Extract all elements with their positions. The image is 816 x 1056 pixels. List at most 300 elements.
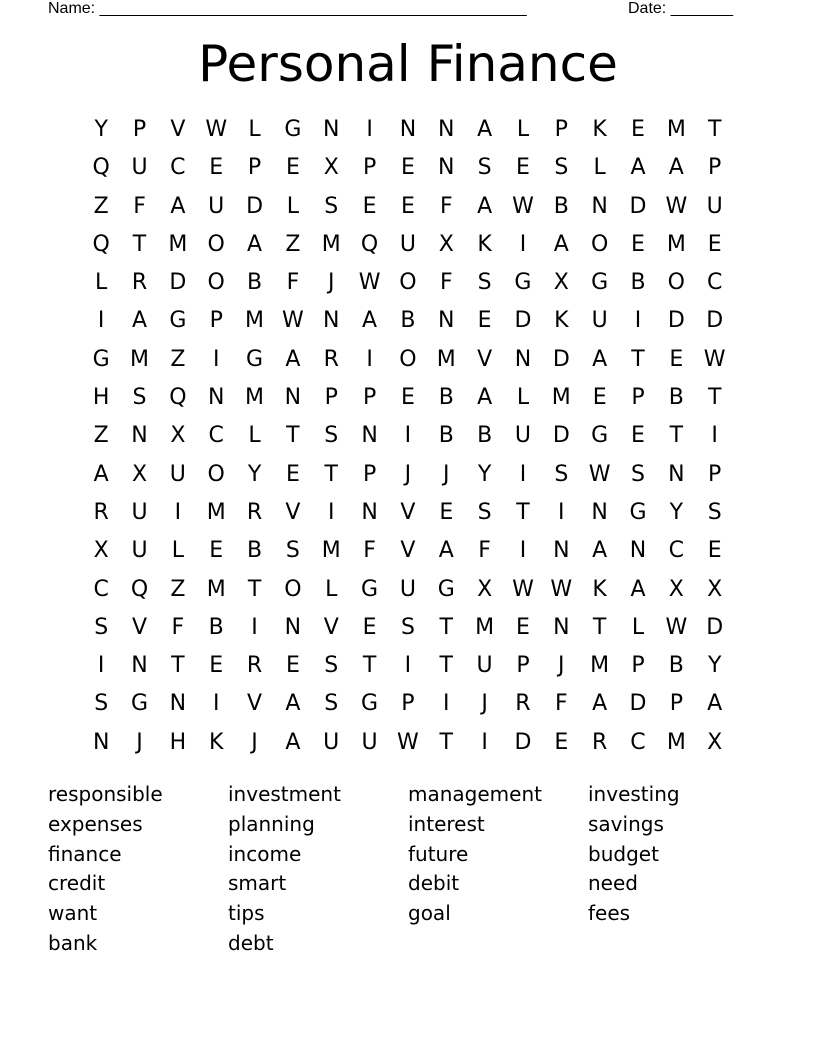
grid-letter: E xyxy=(554,729,569,755)
grid-letter: I xyxy=(212,346,220,372)
grid-letter: J xyxy=(327,270,335,296)
grid-letter: S xyxy=(324,193,339,219)
grid-letter: W xyxy=(665,614,688,640)
grid-letter: I xyxy=(481,729,488,755)
grid-row xyxy=(82,149,734,187)
grid-letter: A xyxy=(285,346,301,372)
grid-letter: F xyxy=(478,538,491,564)
grid-letter: M xyxy=(590,653,610,679)
grid-letter: P xyxy=(209,308,223,334)
grid-letter: R xyxy=(131,270,148,296)
grid-letter: D xyxy=(629,193,647,219)
grid-letter: L xyxy=(95,270,108,296)
grid-letter: R xyxy=(591,729,608,755)
grid-letter: T xyxy=(631,346,645,372)
grid-letter: E xyxy=(439,499,454,525)
grid-letter: V xyxy=(285,499,301,525)
grid-row xyxy=(82,609,734,647)
grid-letter: G xyxy=(130,691,149,717)
grid-letter: R xyxy=(93,499,109,525)
grid-letter: M xyxy=(245,308,265,334)
grid-letter: N xyxy=(399,117,417,142)
grid-letter: C xyxy=(706,270,723,296)
grid-letter: C xyxy=(208,423,224,449)
grid-letter: V xyxy=(131,614,148,640)
grid-letter: Q xyxy=(130,576,149,602)
grid-letter: Z xyxy=(170,576,186,602)
grid-row xyxy=(82,188,734,226)
letter-grid xyxy=(82,111,734,762)
grid-letter: N xyxy=(438,117,455,142)
grid-letter: J xyxy=(136,729,143,755)
grid-letter: A xyxy=(438,538,454,564)
grid-letter: S xyxy=(400,614,415,640)
grid-letter: N xyxy=(131,653,148,679)
grid-letter: K xyxy=(592,117,607,142)
grid-letter: E xyxy=(362,614,377,640)
grid-letter: X xyxy=(668,576,684,602)
grid-letter: N xyxy=(284,614,302,640)
grid-letter: A xyxy=(477,193,493,219)
word-bank-item: planning xyxy=(228,811,315,836)
grid-letter: U xyxy=(706,193,723,219)
word-bank-item: finance xyxy=(48,841,122,866)
grid-letter: V xyxy=(170,117,186,142)
grid-letter: L xyxy=(248,423,261,449)
grid-letter: W xyxy=(703,346,726,372)
grid-letter: E xyxy=(477,308,492,334)
grid-letter: X xyxy=(707,729,723,755)
grid-letter: V xyxy=(400,538,416,564)
grid-letter: S xyxy=(324,653,339,679)
grid-letter: N xyxy=(438,155,455,181)
grid-letter: F xyxy=(554,691,568,717)
page-title: Personal Finance xyxy=(198,35,618,93)
grid-letter: W xyxy=(358,270,381,296)
grid-letter: C xyxy=(93,576,109,602)
grid-letter: A xyxy=(93,461,109,487)
grid-letter: I xyxy=(174,499,182,525)
grid-letter: B xyxy=(400,308,416,334)
grid-letter: A xyxy=(668,155,684,181)
grid-letter: R xyxy=(323,346,339,372)
grid-letter: T xyxy=(669,423,684,449)
grid-letter: A xyxy=(477,385,493,411)
grid-letter: D xyxy=(706,614,724,640)
grid-letter: D xyxy=(514,729,532,755)
grid-letter: T xyxy=(362,653,377,679)
grid-row xyxy=(82,494,734,532)
name-field-line: Name: ________________________________________________ xyxy=(48,0,527,17)
grid-letter: F xyxy=(363,538,376,564)
grid-letter: I xyxy=(519,461,527,487)
grid-row xyxy=(82,456,734,494)
grid-letter: V xyxy=(247,691,263,717)
grid-row xyxy=(82,379,734,417)
grid-letter: K xyxy=(477,231,492,257)
grid-letter: E xyxy=(631,231,645,257)
grid-letter: G xyxy=(514,270,532,296)
word-bank-item: smart xyxy=(228,871,287,896)
grid-letter: F xyxy=(133,193,146,219)
grid-letter: U xyxy=(514,423,531,449)
grid-letter: R xyxy=(246,499,263,525)
grid-letter: W xyxy=(397,729,419,755)
grid-letter: D xyxy=(667,308,685,334)
grid-letter: T xyxy=(592,614,607,640)
grid-row xyxy=(82,302,734,340)
grid-letter: P xyxy=(631,653,645,679)
grid-letter: M xyxy=(206,499,226,525)
grid-letter: D xyxy=(514,308,532,334)
grid-letter: X xyxy=(323,155,339,181)
word-bank xyxy=(48,780,768,959)
grid-letter: W xyxy=(282,308,304,334)
grid-letter: H xyxy=(92,385,110,411)
grid-letter: B xyxy=(438,385,454,411)
word-bank-item: budget xyxy=(588,841,659,866)
grid-letter: G xyxy=(591,423,609,449)
grid-letter: A xyxy=(630,155,646,181)
grid-letter: F xyxy=(439,270,453,296)
grid-letter: S xyxy=(477,499,492,525)
word-bank-item: bank xyxy=(48,930,98,955)
grid-letter: W xyxy=(665,193,688,219)
grid-row xyxy=(82,341,734,379)
grid-letter: A xyxy=(477,117,493,142)
grid-letter: L xyxy=(325,576,338,602)
grid-letter: X xyxy=(477,576,493,602)
grid-letter: U xyxy=(361,729,378,755)
grid-letter: E xyxy=(209,653,224,679)
grid-letter: I xyxy=(97,653,105,679)
grid-letter: Y xyxy=(669,499,684,525)
grid-letter: L xyxy=(248,117,261,142)
word-bank-item: need xyxy=(588,871,638,896)
grid-letter: T xyxy=(171,653,185,679)
grid-letter: X xyxy=(553,270,569,296)
grid-letter: I xyxy=(251,614,258,640)
grid-letter: B xyxy=(477,423,493,449)
grid-letter: G xyxy=(361,691,379,717)
grid-letter: B xyxy=(553,193,569,219)
grid-letter: I xyxy=(634,308,642,334)
grid-letter: Z xyxy=(285,231,301,257)
grid-letter: N xyxy=(361,499,378,525)
grid-letter: A xyxy=(592,538,608,564)
grid-letter: B xyxy=(247,270,263,296)
grid-letter: O xyxy=(667,270,685,296)
grid-letter: F xyxy=(439,193,453,219)
grid-letter: I xyxy=(519,538,527,564)
grid-letter: O xyxy=(207,231,225,257)
grid-letter: N xyxy=(629,538,647,564)
grid-row xyxy=(82,532,734,570)
word-bank-item: expenses xyxy=(48,811,143,836)
grid-letter: S xyxy=(477,155,492,181)
grid-letter: B xyxy=(208,614,224,640)
grid-letter: I xyxy=(558,499,565,525)
grid-row xyxy=(82,417,734,455)
grid-letter: P xyxy=(362,385,377,411)
word-bank-item: responsible xyxy=(48,782,163,806)
word-bank-item: management xyxy=(408,782,542,806)
grid-letter: W xyxy=(550,576,573,602)
word-bank-item: debt xyxy=(228,930,274,955)
grid-letter: X xyxy=(93,538,109,564)
grid-letter: N xyxy=(284,385,302,411)
grid-letter: S xyxy=(324,691,339,717)
grid-letter: S xyxy=(631,461,645,487)
grid-letter: I xyxy=(327,499,335,525)
grid-letter: V xyxy=(323,614,339,640)
grid-letter: E xyxy=(400,385,415,411)
grid-letter: N xyxy=(169,691,187,717)
grid-letter: I xyxy=(366,346,373,372)
grid-letter: I xyxy=(711,423,718,449)
grid-letter: J xyxy=(251,729,258,755)
grid-letter: G xyxy=(284,117,302,142)
grid-letter: E xyxy=(669,346,684,372)
grid-letter: T xyxy=(707,385,722,411)
grid-letter: U xyxy=(169,461,186,487)
grid-letter: O xyxy=(207,270,225,296)
grid-letter: L xyxy=(171,538,184,564)
grid-letter: R xyxy=(515,691,531,717)
grid-letter: D xyxy=(629,691,647,717)
grid-letter: U xyxy=(399,576,416,602)
grid-row xyxy=(82,571,734,609)
grid-letter: T xyxy=(516,499,530,525)
grid-letter: W xyxy=(588,461,611,487)
grid-letter: E xyxy=(400,193,415,219)
grid-letter: V xyxy=(477,346,493,372)
grid-letter: I xyxy=(97,308,105,334)
word-bank-item: future xyxy=(408,841,469,866)
grid-letter: A xyxy=(707,691,723,717)
grid-letter: C xyxy=(170,155,186,181)
grid-letter: A xyxy=(630,576,646,602)
grid-letter: K xyxy=(208,729,224,755)
grid-letter: V xyxy=(400,499,416,525)
grid-letter: D xyxy=(552,423,570,449)
grid-letter: P xyxy=(669,691,683,717)
date-field-line: Date: _______ xyxy=(628,0,733,17)
grid-letter: S xyxy=(554,155,569,181)
grid-letter: D xyxy=(552,346,570,372)
grid-row xyxy=(82,685,734,723)
grid-letter: F xyxy=(171,614,185,640)
grid-letter: W xyxy=(205,117,228,142)
grid-letter: P xyxy=(631,385,645,411)
grid-letter: M xyxy=(321,231,341,257)
grid-letter: E xyxy=(209,155,224,181)
grid-letter: A xyxy=(592,346,608,372)
grid-letter: B xyxy=(438,423,454,449)
grid-letter: O xyxy=(399,346,417,372)
grid-letter: Y xyxy=(94,117,108,142)
word-bank-item: credit xyxy=(48,871,106,896)
grid-row xyxy=(82,724,734,762)
grid-letter: M xyxy=(436,346,456,372)
grid-letter: A xyxy=(592,691,608,717)
grid-letter: E xyxy=(707,538,722,564)
grid-letter: Y xyxy=(707,653,722,679)
grid-letter: A xyxy=(553,231,569,257)
grid-letter: F xyxy=(286,270,300,296)
grid-letter: L xyxy=(631,614,645,640)
grid-letter: U xyxy=(131,155,148,181)
grid-letter: M xyxy=(666,729,686,755)
grid-letter: N xyxy=(553,614,570,640)
grid-letter: S xyxy=(707,499,722,525)
grid-letter: U xyxy=(591,308,608,334)
grid-letter: K xyxy=(592,576,607,602)
grid-letter: Z xyxy=(93,193,109,219)
grid-letter: G xyxy=(169,308,187,334)
grid-letter: B xyxy=(668,385,684,411)
word-bank-item: want xyxy=(48,901,98,926)
grid-letter: B xyxy=(668,653,684,679)
grid-row xyxy=(82,226,734,264)
grid-letter: T xyxy=(707,117,722,142)
grid-letter: G xyxy=(437,576,455,602)
grid-letter: R xyxy=(246,653,263,679)
word-bank-item: savings xyxy=(588,811,664,836)
grid-letter: M xyxy=(130,346,149,372)
grid-letter: I xyxy=(404,423,412,449)
grid-letter: E xyxy=(707,231,722,257)
grid-letter: N xyxy=(361,423,378,449)
grid-letter: U xyxy=(208,193,225,219)
grid-letter: Y xyxy=(247,461,262,487)
grid-letter: E xyxy=(285,461,300,487)
grid-letter: N xyxy=(438,308,455,334)
grid-letter: W xyxy=(512,193,534,219)
grid-letter: I xyxy=(519,231,527,257)
grid-letter: E xyxy=(631,423,645,449)
grid-letter: N xyxy=(207,385,225,411)
word-bank-item: interest xyxy=(408,811,485,836)
grid-letter: I xyxy=(212,691,220,717)
grid-letter: D xyxy=(169,270,187,296)
grid-letter: N xyxy=(514,346,532,372)
grid-letter: E xyxy=(400,155,415,181)
grid-letter: L xyxy=(516,385,530,411)
grid-letter: N xyxy=(323,308,340,334)
grid-letter: T xyxy=(439,614,453,640)
grid-letter: K xyxy=(554,308,569,334)
grid-row xyxy=(82,264,734,302)
grid-letter: P xyxy=(516,653,530,679)
grid-letter: S xyxy=(94,691,109,717)
grid-letter: N xyxy=(131,423,148,449)
grid-letter: O xyxy=(284,576,302,602)
grid-row xyxy=(82,111,734,149)
grid-letter: X xyxy=(131,461,148,487)
grid-letter: I xyxy=(366,117,373,142)
grid-letter: T xyxy=(132,231,147,257)
grid-letter: N xyxy=(591,193,608,219)
grid-letter: O xyxy=(207,461,225,487)
grid-letter: U xyxy=(399,231,416,257)
grid-letter: T xyxy=(286,423,300,449)
grid-letter: G xyxy=(246,346,264,372)
grid-letter: I xyxy=(443,691,450,717)
grid-letter: G xyxy=(629,499,647,525)
grid-letter: P xyxy=(401,691,415,717)
grid-letter: S xyxy=(554,461,569,487)
grid-letter: E xyxy=(516,155,530,181)
grid-letter: M xyxy=(206,576,226,602)
grid-letter: Z xyxy=(93,423,109,449)
grid-letter: E xyxy=(516,614,530,640)
grid-letter: N xyxy=(323,117,340,142)
grid-letter: T xyxy=(439,653,453,679)
grid-letter: Q xyxy=(169,385,187,411)
grid-letter: X xyxy=(438,231,454,257)
word-bank-item: investment xyxy=(228,782,341,806)
grid-letter: L xyxy=(593,155,606,181)
grid-letter: D xyxy=(246,193,264,219)
grid-letter: X xyxy=(170,423,186,449)
grid-letter: E xyxy=(362,193,377,219)
word-bank-item: goal xyxy=(408,901,451,926)
grid-letter: Q xyxy=(92,231,110,257)
grid-letter: M xyxy=(321,538,341,564)
grid-letter: O xyxy=(399,270,417,296)
grid-letter: A xyxy=(131,308,148,334)
word-bank-item: debit xyxy=(408,871,460,896)
grid-letter: W xyxy=(512,576,534,602)
grid-letter: P xyxy=(554,117,568,142)
grid-letter: N xyxy=(591,499,608,525)
grid-letter: N xyxy=(668,461,685,487)
word-bank-item: investing xyxy=(588,782,680,806)
grid-row xyxy=(82,647,734,685)
grid-letter: O xyxy=(590,231,609,257)
grid-letter: E xyxy=(285,653,300,679)
grid-letter: T xyxy=(439,729,453,755)
grid-letter: U xyxy=(131,499,148,525)
grid-letter: P xyxy=(362,461,377,487)
grid-letter: A xyxy=(285,729,301,755)
grid-letter: M xyxy=(168,231,188,257)
grid-letter: N xyxy=(553,538,570,564)
grid-letter: D xyxy=(706,308,724,334)
grid-letter: P xyxy=(324,385,338,411)
grid-letter: T xyxy=(324,461,338,487)
grid-letter: A xyxy=(285,691,301,717)
grid-letter: A xyxy=(170,193,186,219)
grid-letter: E xyxy=(209,538,224,564)
grid-letter: B xyxy=(630,270,646,296)
grid-letter: P xyxy=(362,155,377,181)
grid-letter: M xyxy=(245,385,265,411)
grid-letter: C xyxy=(668,538,685,564)
word-bank-item: income xyxy=(228,841,302,866)
grid-letter: N xyxy=(92,729,110,755)
grid-letter: S xyxy=(285,538,300,564)
grid-letter: S xyxy=(324,423,339,449)
grid-letter: S xyxy=(132,385,147,411)
grid-letter: J xyxy=(404,461,412,487)
grid-letter: G xyxy=(591,270,609,296)
grid-letter: P xyxy=(132,117,147,142)
grid-letter: M xyxy=(666,231,686,257)
grid-letter: S xyxy=(477,270,492,296)
grid-letter: S xyxy=(94,614,109,640)
